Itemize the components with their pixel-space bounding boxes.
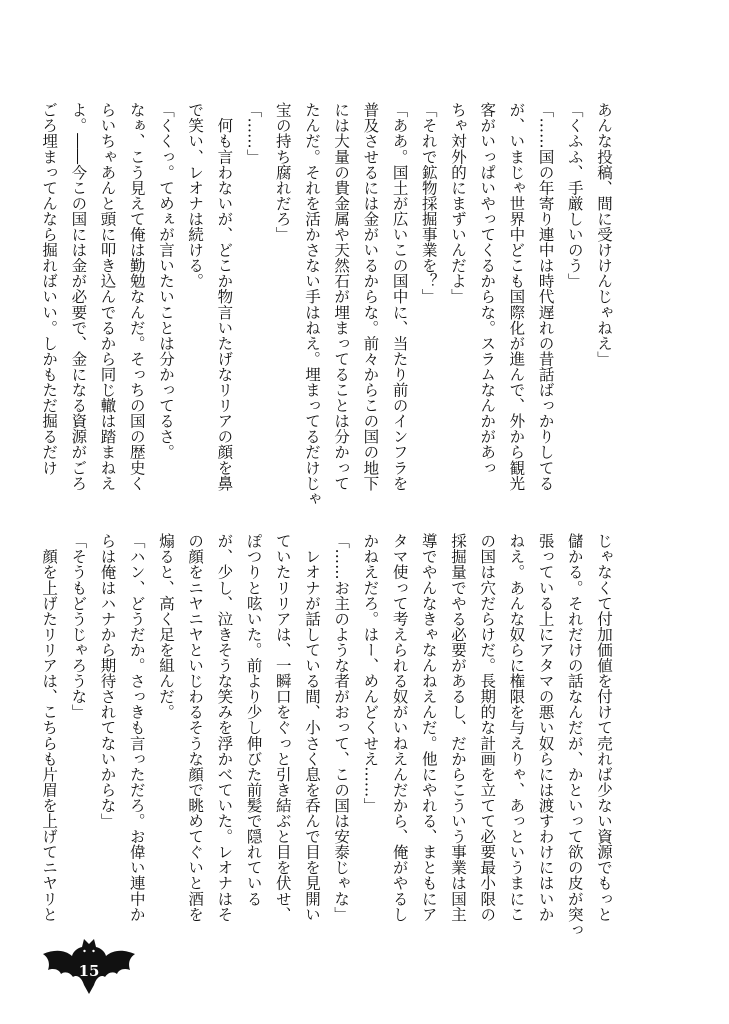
text-line: ぽつりと呟いた。前より少し伸びた前髪で隠れている (244, 533, 263, 907)
text-line: には大量の貴金属や天然石が埋まってることは分かって (332, 102, 351, 491)
text-line: 「ああ。国土が広いこの国中に、当たり前のインフラを (390, 102, 409, 491)
text-line: 儲かる。それだけの話なんだが、かといって欲の皮が突っ (565, 533, 584, 938)
page-number: 15 (78, 962, 100, 980)
text-line: レオナが話している間、小さく息を呑んで目を見開い (302, 533, 321, 922)
text-line: かねえだろ。はー、めんどくせえ……」 (361, 533, 380, 813)
text-line: 顔を上げたリリアは、こちらも片眉を上げてニヤリと (40, 533, 59, 922)
text-block-top (40, 102, 618, 507)
text-line: 導でやんなきゃなんねえんだ。他にやれる、まともにア (419, 533, 438, 922)
text-line: で笑い、レオナは続ける。 (186, 102, 205, 289)
text-line: が、少し、泣きそうな笑みを浮かべていた。レオナはそ (215, 533, 234, 922)
text-line: あんな投稿、間に受けけんじゃねえ」 (595, 102, 613, 367)
text-line: ごろ埋まってんなら掘ればいい。しかもただ掘るだけ (40, 102, 59, 476)
text-line: 何も言わないが、どこか物言いたげなリリアの顔を鼻 (215, 102, 234, 491)
text-line: 「くくっ。てめぇが言いたいことは分かってるさ。 (156, 102, 175, 460)
text-line: たんだ。それを活かさない手はねえ。埋まってるだけじゃ (302, 102, 321, 507)
text-line: 採掘量でやる必要があるし、だからこういう事業は国主 (448, 533, 467, 922)
text-block-bottom (40, 533, 618, 938)
text-line: 客がいっぱいやってくるからな。スラムなんかがあっ (478, 102, 497, 476)
text-line: ていたリリアは、一瞬口をぐっと引き結ぶと目を伏せ、 (273, 533, 292, 922)
text-line: の国は穴だらけだ。長期的な計画を立てて必要最小限の (478, 533, 497, 922)
text-line: 「ハン、どうだか。さっきも言っただろ。お偉い連中か (127, 533, 146, 922)
text-line: 「……国の年寄り連中は時代遅れの昔話ばっかりしてる (536, 102, 555, 491)
text-line: 「くふふ、手厳しいのう」 (565, 102, 584, 289)
text-line: の顔をニヤニヤといじわるそうな顔で眺めてぐいと酒を (186, 533, 205, 922)
text-line: 「それで鉱物採掘事業を？」 (419, 102, 438, 305)
text-line: 「……お主のような者がおって、この国は安泰じゃな」 (332, 533, 351, 922)
text-line: 「そうもどうじゃろうな」 (69, 533, 88, 720)
text-line: よ。――今この国には金が必要で、金になる資源がごろ (69, 102, 88, 491)
text-line: 張っている上にアタマの悪い奴らには渡すわけにはいか (536, 533, 555, 922)
text-line: らは俺はハナから期待されてないからな」 (98, 533, 117, 829)
text-line: 「……」 (244, 102, 263, 165)
text-line: らいちゃあんと頭に叩き込んでるから同じ轍は踏まねえ (98, 102, 117, 491)
text-line: ちゃ対外的にまずいんだよ」 (448, 102, 467, 305)
text-line: タマ使って考えられる奴がいねえんだから、俺がやるし (390, 533, 409, 922)
text-line: じゃなくて付加価値を付けて売れば少ない資源でもっと (595, 533, 613, 922)
text-line: 普及させるには金がいるからな。前々からこの国の地下 (361, 102, 380, 491)
text-line: 宝の持ち腐れだろ」 (273, 102, 292, 242)
text-line: ねえ。あんな奴らに権限を与えりゃ、あっというまにこ (507, 533, 526, 922)
text-line: が、いまじゃ世界中どこも国際化が進んで、外から観光 (507, 102, 526, 491)
text-line: 煽ると、高く足を組んだ。 (156, 533, 175, 720)
text-line: なぁ、こう見えて俺は勤勉なんだ。そっちの国の歴史く (127, 102, 146, 491)
